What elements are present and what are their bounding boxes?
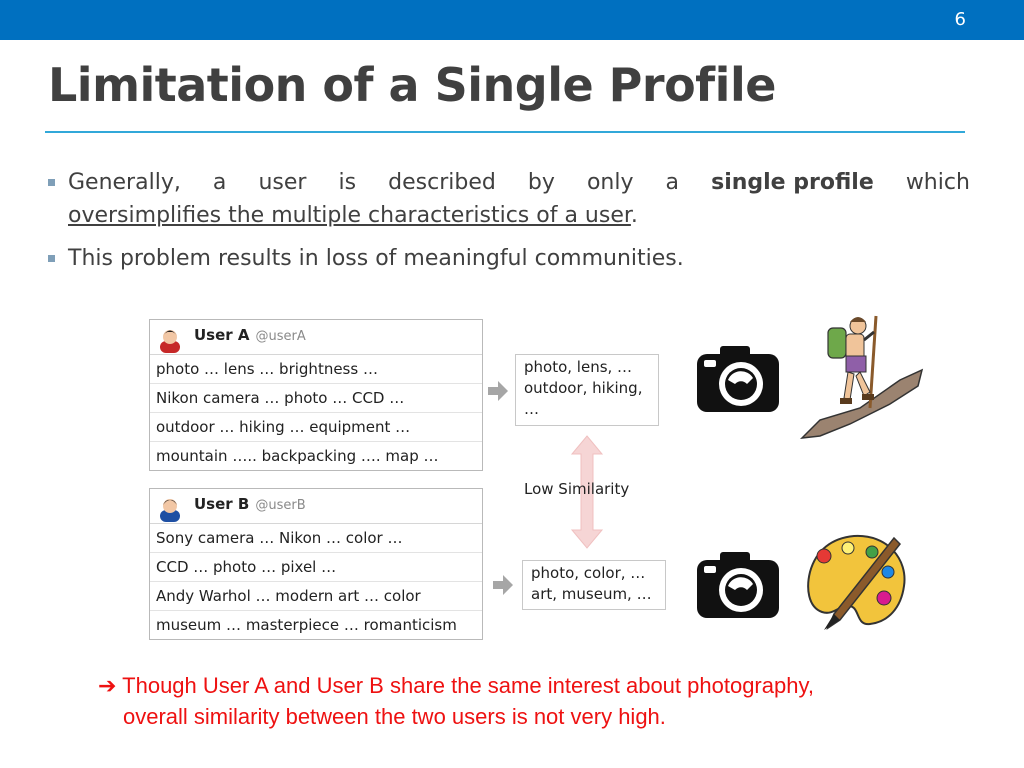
- user-name-text: User A: [194, 326, 250, 344]
- user-avatar-icon: [156, 325, 184, 353]
- conclusion-line-1: [98, 670, 978, 701]
- bullet-list: [48, 166, 970, 275]
- word: a: [212, 170, 227, 195]
- right-arrow-icon: ➔: [98, 673, 117, 698]
- summary-line: art, museum, …: [531, 585, 652, 603]
- summary-line: photo, color, …: [531, 564, 646, 582]
- page-number: 6: [954, 9, 966, 30]
- conclusion-note: [98, 670, 978, 732]
- camera-icon: [695, 548, 781, 620]
- bullet-2: [48, 242, 970, 275]
- user-name-text: User B: [194, 495, 250, 513]
- bullet-marker: [48, 255, 55, 262]
- summary-line: …: [524, 400, 539, 418]
- camera-icon: [695, 342, 781, 414]
- right-arrow-icon: [492, 574, 514, 596]
- keyword-row: photo … lens … brightness …: [150, 355, 482, 384]
- keyword-row: outdoor … hiking … equipment …: [150, 413, 482, 442]
- word: by: [527, 170, 555, 195]
- user-b-name: [194, 495, 306, 513]
- user-a-summary: [515, 354, 659, 426]
- user-a-profile-card: [149, 319, 483, 471]
- user-handle: @userB: [255, 498, 306, 513]
- keyword-row: Andy Warhol … modern art … color: [150, 582, 482, 611]
- conclusion-text: Though User A and User B share the same interest about photography,: [122, 673, 814, 698]
- keyword-row: museum … masterpiece … romanticism: [156, 616, 457, 634]
- low-similarity-label: Low Similarity: [524, 480, 630, 498]
- underlined-phrase: oversimplifies the multiple characteristics of a user: [68, 203, 631, 228]
- user-b-summary: [522, 560, 666, 610]
- word: a: [665, 170, 680, 195]
- user-avatar-icon: [156, 494, 184, 522]
- word: described: [388, 170, 496, 195]
- bullet-1-line-1: [68, 166, 970, 199]
- bullet-1: [48, 166, 970, 232]
- keyword-row: Sony camera … Nikon … color …: [150, 524, 482, 553]
- period: .: [630, 203, 638, 228]
- word: user: [258, 170, 307, 195]
- bold-phrase: single profile: [711, 170, 874, 195]
- hiker-illustration: [800, 312, 926, 440]
- summary-line: outdoor, hiking,: [524, 379, 643, 397]
- user-b-header: [150, 489, 482, 524]
- user-handle: @userA: [255, 329, 306, 344]
- slide-title: Limitation of a Single Profile: [48, 58, 776, 112]
- word: only: [586, 170, 634, 195]
- conclusion-line-2: overall similarity between the two users is not very high.: [123, 704, 666, 729]
- word: Generally,: [68, 170, 181, 195]
- word: is: [338, 170, 357, 195]
- right-arrow-icon: [487, 380, 509, 402]
- palette-icon: [804, 532, 910, 632]
- word: which: [905, 170, 970, 195]
- user-a-header: [150, 320, 482, 355]
- bullet-2-text: This problem results in loss of meaningful communities.: [68, 246, 684, 271]
- top-bar: [0, 0, 1024, 40]
- summary-line: photo, lens, …: [524, 358, 633, 376]
- keyword-row: Nikon camera … photo … CCD …: [150, 384, 482, 413]
- user-a-name: [194, 326, 306, 344]
- user-b-profile-card: [149, 488, 483, 640]
- keyword-row: mountain ….. backpacking …. map …: [156, 447, 439, 465]
- bullet-marker: [48, 179, 55, 186]
- title-underline: [45, 131, 965, 133]
- keyword-row: CCD … photo … pixel …: [150, 553, 482, 582]
- bullet-1-line-2: [68, 199, 970, 232]
